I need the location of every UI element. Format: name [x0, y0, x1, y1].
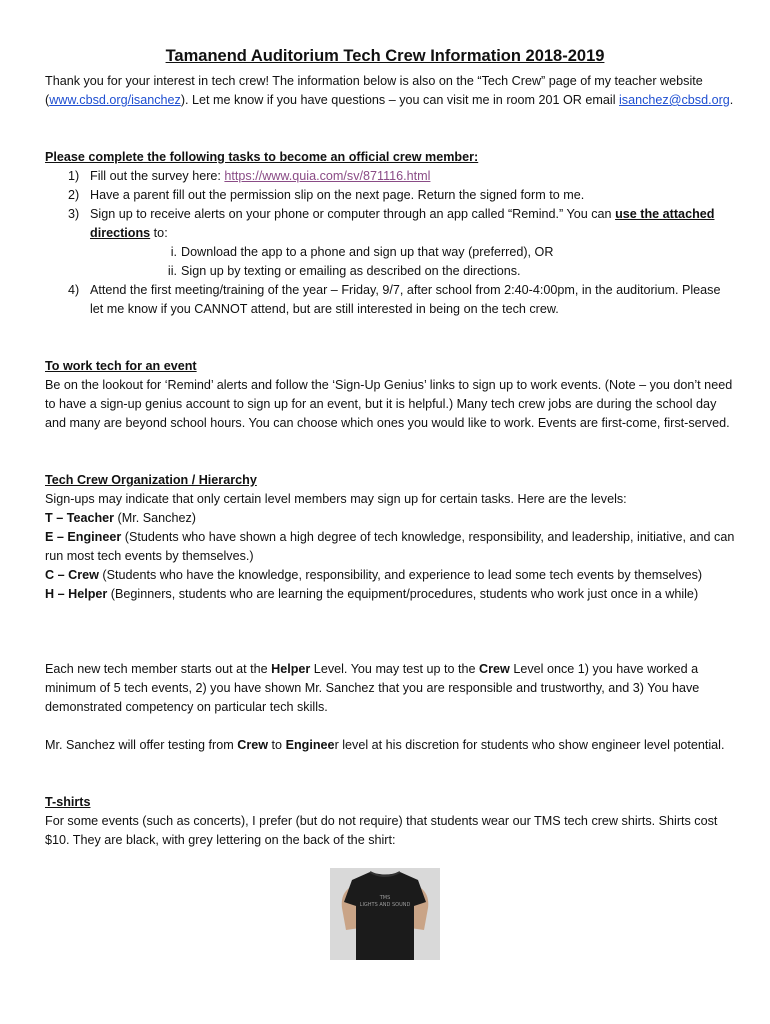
task-sublist [45, 243, 735, 281]
level-desc: (Students who have shown a high degree of tech knowledge, responsibility, and leadership, initiative, and can run most tech events by themselves.) [45, 530, 735, 563]
task-item [45, 167, 735, 186]
tshirt-graphic [330, 868, 440, 960]
task-number: 2) [68, 188, 80, 202]
level-label: T – Teacher [45, 511, 115, 525]
tshirts-text: For some events (such as concerts), I prefer (but do not require) that students wear our TMS tech crew shirts. Shirts cost $10. They are black, with grey lettering on the back of the shirt: [45, 814, 718, 847]
task-text: Fill out the survey here: [90, 169, 225, 183]
email-link[interactable]: isanchez@cbsd.org [619, 93, 730, 107]
intro-text-3: . [729, 93, 734, 107]
hierarchy-section [45, 471, 735, 604]
subitem-text: Download the app to a phone and sign up that way (preferred), OR [181, 245, 554, 259]
level-crew [45, 566, 735, 585]
shirt-text-lights: LIGHTS AND SOUND [359, 902, 411, 908]
level-engineer [45, 528, 735, 566]
task-text-after: to: [150, 226, 168, 240]
tasks-heading: Please complete the following tasks to become an official crew member: [45, 150, 479, 164]
tshirts-section [45, 793, 735, 850]
tshirt-image [330, 868, 440, 960]
level-label: E – Engineer [45, 530, 122, 544]
bold-crew: Crew [479, 662, 510, 676]
work-text: Be on the lookout for ‘Remind’ alerts and follow the ‘Sign-Up Genius’ links to sign up to work events. (Note – you don’t need to have a sign-up genius account to sign up for an event, but it is helpful.) Many tech crew jobs are during the school day and many are beyond school hours. You can choose which ones you would like to work. Events are first-come, first-served. [45, 378, 733, 430]
task-number: 3) [68, 207, 80, 221]
task-item [45, 205, 735, 281]
bold-helper: Helper [271, 662, 311, 676]
task-text: Attend the first meeting/training of the year – Friday, 9/7, after school from 2:40-4:00pm, in the auditorium. Please let me know if you CANNOT attend, but are still interested in being on the tech crew. [90, 283, 721, 316]
subitem-number: ii. [167, 264, 177, 278]
level-desc: (Mr. Sanchez) [114, 511, 196, 525]
task-text: Sign up to receive alerts on your phone or computer through an app called “Remind.” You can [90, 207, 616, 221]
paragraph-text: Each new tech member starts out at the [45, 662, 272, 676]
hierarchy-intro: Sign-ups may indicate that only certain level members may sign up for certain tasks. Here are the levels: [45, 492, 627, 506]
tasks-section [45, 148, 735, 319]
bold-crew: Crew [237, 738, 269, 752]
intro-text-2: ). Let me know if you have questions – you can visit me in room 201 OR email [180, 93, 619, 107]
task-subitem [45, 262, 735, 281]
hierarchy-heading: Tech Crew Organization / Hierarchy [45, 473, 257, 487]
level-desc: (Beginners, students who are learning the equipment/procedures, students who work just once in a while) [107, 587, 699, 601]
level-teacher [45, 509, 735, 528]
intro-text-1: Thank you for your interest in tech crew! The information below is also on the “Tech Crew” page of my teacher website ( [45, 74, 703, 107]
task-item [45, 281, 735, 319]
paragraph-text: Level once 1) you have worked a minimum of 5 tech events, 2) you have shown Mr. Sanchez that you are responsible and trustworthy, and 3) You have demonstrated competency on particular tech skills. [45, 662, 700, 714]
level-label: H – Helper [45, 587, 108, 601]
work-section [45, 357, 735, 433]
paragraph-text: Mr. Sanchez will offer testing from [45, 738, 238, 752]
shirt-text-tms: TMS [379, 895, 391, 901]
task-text: Have a parent fill out the permission slip on the next page. Return the signed form to me. [90, 188, 585, 202]
tshirts-heading: T-shirts [45, 795, 91, 809]
subitem-text: Sign up by texting or emailing as described on the directions. [181, 264, 521, 278]
bold-engineer: Enginee [285, 738, 335, 752]
paragraph-text: to [268, 738, 286, 752]
work-heading: To work tech for an event [45, 359, 197, 373]
survey-link[interactable]: https://www.quia.com/sv/871116.html [224, 169, 431, 183]
task-subitem [45, 243, 735, 262]
intro-paragraph [45, 72, 735, 110]
page-title: Tamanend Auditorium Tech Crew Information 2018-2019 [165, 47, 605, 65]
task-emphasis: use the attached directions [90, 207, 715, 240]
helper-paragraph [45, 660, 735, 717]
website-link[interactable]: www.cbsd.org/isanchez [49, 93, 181, 107]
tasks-list [45, 167, 735, 319]
task-number: 1) [68, 169, 80, 183]
task-item [45, 186, 735, 205]
task-number: 4) [68, 283, 80, 297]
level-label: C – Crew [45, 568, 99, 582]
testing-paragraph [45, 736, 735, 755]
level-helper [45, 585, 735, 604]
subitem-number: i. [170, 245, 177, 259]
paragraph-text: r level at his discretion for students who show engineer level potential. [334, 738, 725, 752]
paragraph-text: Level. You may test up to the [310, 662, 480, 676]
level-desc: (Students who have the knowledge, responsibility, and experience to lead some tech events by themselves) [98, 568, 703, 582]
